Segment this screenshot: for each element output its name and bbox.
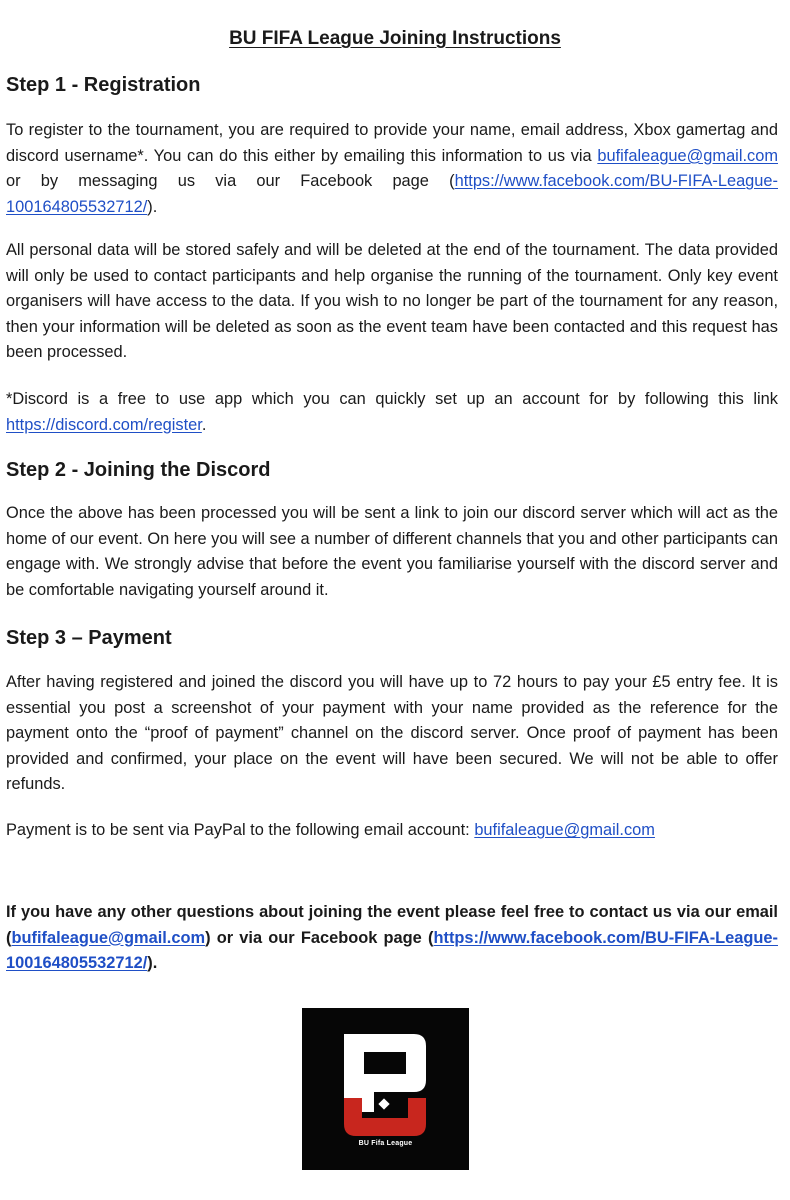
contact-text-b: ) or via our Facebook page [205,928,422,947]
contact-paragraph [6,900,778,977]
step3-paragraph-payment: After having registered and joined the discord you will have up to 72 hours to pay your £5 entry fee. It is essential you post a screenshot of your payment with your name provided as the reference for the payment onto the “proof of payment” channel on the discord server. Once proof of payment has been provided and confirmed, your place on the event will have been secured. We will not be able to offer refunds. [6,673,778,793]
step1-paragraph-data-policy: All personal data will be stored safely and will be deleted at the end of the tournament. The data provided will only be used to contact participants and help organise the running of the tournament. Only key event organisers will have access to the data. If you wish to no longer be part of the tournament for any reason, then your information will be deleted as soon as the event team have been contacted and this request has been processed. [6,241,778,361]
discord-note-end: . [201,415,207,434]
step1-p1-text-b: or by messaging us via our Facebook page [6,172,429,190]
contact-open-paren: ( [6,928,12,947]
step3-paragraph-paypal [6,818,778,844]
step2-paragraph: Once the above has been processed you will be sent a link to join our discord server which will act as the home of our event. On here you will see a number of different channels that you and other participants can engage with. We strongly advise that before the event you familiarise yourself with the discord server and be comfortable navigating yourself around it. [6,504,778,599]
logo-diamond [378,1098,389,1109]
step3-heading: Step 3 – Payment [6,627,172,649]
bu-fifa-league-logo [302,1008,469,1170]
open-paren: ( [449,172,455,190]
step2-heading: Step 2 - Joining the Discord [6,459,271,481]
page-title: BU FIFA League Joining Instructions [229,28,561,49]
email-link-paypal[interactable]: bufifaleague@gmail.com [474,821,655,839]
logo-caption: BU Fifa League [358,1140,413,1147]
discord-note-text: *Discord is a free to use app which you can quickly set up an account for by following this link [6,390,778,408]
step1-heading: Step 1 - Registration [6,74,201,96]
facebook-link-1[interactable]: https://www.facebook.com/BU-FIFA-League-100164805532712/ [6,172,778,216]
step1-p1-text-a: To register to the tournament, you are required to provide your name, email address, Xbox gamertag and discord username*. You can do this either by emailing this information to us via [6,121,778,165]
paypal-text: Payment is to be sent via PayPal to the following email account: [6,821,470,839]
contact-open-paren-2: ( [428,928,434,947]
close-paren: ). [147,197,158,216]
email-link-contact[interactable]: bufifaleague@gmail.com [11,928,206,947]
email-link-1[interactable]: bufifaleague@gmail.com [597,146,778,165]
facebook-link-contact[interactable]: https://www.facebook.com/BU-FIFA-League-100164805532712/ [6,928,778,972]
step1-paragraph-discord-note [6,387,778,438]
discord-register-link[interactable]: https://discord.com/register [6,415,202,434]
contact-text-a: If you have any other questions about joining the event please feel free to contact us via our email [6,903,778,921]
contact-close: ). [147,954,158,972]
step1-paragraph-registration [6,118,778,220]
